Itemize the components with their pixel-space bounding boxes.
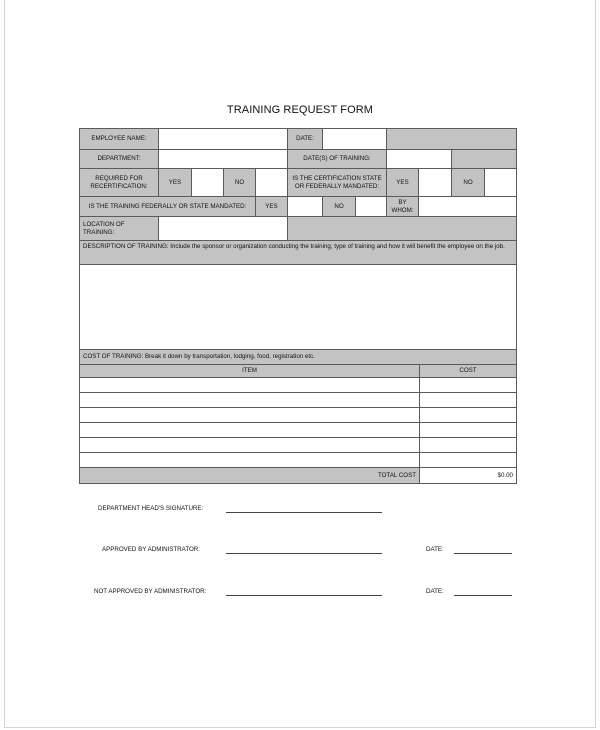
- total-cost-value: $0.00: [419, 467, 517, 484]
- cost-cell[interactable]: [419, 437, 517, 453]
- department-label: DEPARTMENT:: [79, 149, 159, 169]
- item-cell[interactable]: [79, 392, 420, 408]
- item-cell[interactable]: [79, 422, 420, 438]
- employee-name-field[interactable]: [158, 128, 288, 150]
- cert-yes-box[interactable]: [418, 168, 452, 197]
- training-mandated-label: IS THE TRAINING FEDERALLY OR STATE MANDATED:: [79, 196, 256, 217]
- not-approved-signature-line[interactable]: [226, 595, 382, 596]
- dates-of-training-field[interactable]: [386, 149, 452, 169]
- approved-date-label: DATE:: [426, 546, 444, 553]
- cost-cell[interactable]: [419, 422, 517, 438]
- approved-label: APPROVED BY ADMINISTRATOR:: [102, 546, 200, 553]
- recert-no-label: NO: [223, 168, 256, 197]
- dept-head-signature-label: DEPARTMENT HEAD'S SIGNATURE:: [98, 505, 204, 512]
- item-cell[interactable]: [79, 437, 420, 453]
- approved-signature-line[interactable]: [226, 553, 382, 554]
- approved-date-line[interactable]: [454, 553, 512, 554]
- not-approved-date-line[interactable]: [454, 595, 512, 596]
- shaded-cell: [287, 216, 517, 241]
- date-field[interactable]: [322, 128, 387, 150]
- cert-mandated-label: IS THE CERTIFICATION STATE OR FEDERALLY MANDATED:: [287, 168, 387, 197]
- department-field[interactable]: [158, 149, 288, 169]
- shaded-cell: [451, 149, 517, 169]
- cert-no-label: NO: [451, 168, 485, 197]
- mandated-no-box[interactable]: [355, 196, 387, 217]
- cost-cell[interactable]: [419, 407, 517, 423]
- not-approved-date-label: DATE:: [426, 588, 444, 595]
- recert-yes-label: YES: [158, 168, 192, 197]
- item-cell[interactable]: [79, 452, 420, 468]
- cost-cell[interactable]: [419, 392, 517, 408]
- mandated-yes-label: YES: [255, 196, 288, 217]
- form-title: TRAINING REQUEST FORM: [226, 104, 374, 116]
- recert-yes-box[interactable]: [191, 168, 224, 197]
- description-label: DESCRIPTION OF TRAINING: Include the sponsor or organization conducting the training, type of training and how it will benefit the employee on the job.: [79, 240, 517, 265]
- shaded-cell: [386, 128, 517, 150]
- dates-of-training-label: DATE(S) OF TRAINING:: [287, 149, 387, 169]
- item-cell[interactable]: [79, 377, 420, 393]
- employee-name-label: EMPLOYEE NAME:: [79, 128, 159, 150]
- date-label: DATE:: [287, 128, 323, 150]
- cert-yes-label: YES: [386, 168, 419, 197]
- total-cost-label: TOTAL COST: [79, 467, 420, 484]
- location-label: LOCATION OF TRAINING:: [79, 216, 159, 241]
- by-whom-field[interactable]: [418, 196, 517, 217]
- cost-header: COST: [419, 364, 517, 378]
- by-whom-label: BY WHOM:: [386, 196, 419, 217]
- mandated-yes-box[interactable]: [287, 196, 323, 217]
- cert-no-box[interactable]: [484, 168, 517, 197]
- cost-cell[interactable]: [419, 377, 517, 393]
- required-recert-label: REQUIRED FOR RECERTIFICATION:: [79, 168, 159, 197]
- dept-head-signature-line[interactable]: [226, 512, 382, 513]
- recert-no-box[interactable]: [255, 168, 288, 197]
- item-header: ITEM: [79, 364, 420, 378]
- mandated-no-label: NO: [322, 196, 356, 217]
- cost-cell[interactable]: [419, 452, 517, 468]
- item-cell[interactable]: [79, 407, 420, 423]
- description-field[interactable]: [79, 264, 517, 350]
- not-approved-label: NOT APPROVED BY ADMINISTRATOR:: [94, 588, 207, 595]
- cost-label: COST OF TRAINING: Break it down by transportation, lodging, food, registration etc.: [79, 349, 517, 365]
- location-field[interactable]: [158, 216, 288, 241]
